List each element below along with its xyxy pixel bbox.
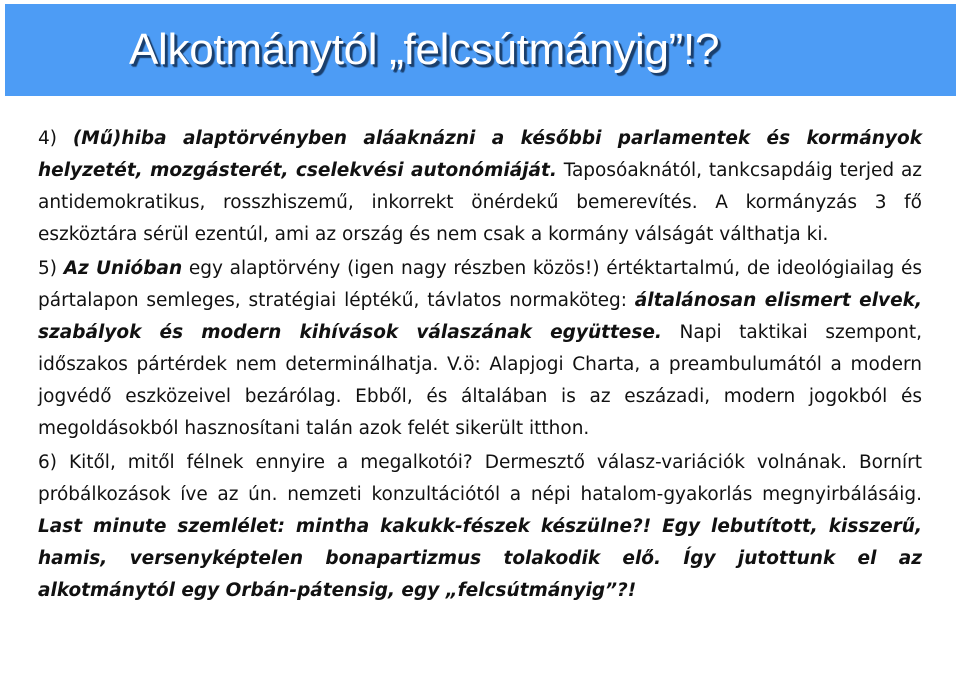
paragraph-4-text: Taposóaknától, tankcsapdáig terjed az antidemokratikus, rosszhiszemű, inkorrekt önérdekű bemerevítés. A kormányzás 3 fő eszköztára sérül ezentúl, ami az ország és nem csak a kormány válságát válthatja ki. xyxy=(38,160,922,245)
paragraph-4 xyxy=(38,123,922,251)
paragraph-5-number: 5) xyxy=(38,258,64,279)
paragraph-5-text-middle: egy alaptörvény (igen nagy részben közös!) értéktartalmú, de ideológiailag és pártalapon semleges, stratégiai léptékű, távlatos normaköteg: xyxy=(38,258,922,311)
paragraph-4-number: 4) xyxy=(38,128,73,149)
paragraph-5-text-rest: Napi taktikai szempont, időszakos pártérdek nem determinálhatja. V.ö: Alapjogi Charta, a preambulumától a modern jogvédő eszközeivel bezárólag. Ebből, és általában is az eszázadi, modern jogokból és megoldásokból hasznosítani talán azok felét sikerült itthon. xyxy=(38,322,923,439)
paragraph-5-emphasis-principles: általánosan elismert elvek, szabályok és modern kihívások válaszának együttese. xyxy=(38,290,922,343)
paragraph-4-emphasis: (Mű)hiba alaptörvényben aláaknázni a későbbi parlamentek és kormányok helyzetét, mozgásterét, cselekvési autonómiáját. xyxy=(38,128,922,181)
slide-body xyxy=(38,123,922,607)
paragraph-5 xyxy=(38,253,922,445)
paragraph-6-text: 6) Kitől, mitől félnek ennyire a megalkotói? Dermesztő válasz-variációk volnának. Bornírt próbálkozások íve az ún. nemzeti konzultációtól a népi hatalom-gyakorlás megnyirbálásáig. xyxy=(38,452,922,505)
title-bar xyxy=(5,4,956,96)
paragraph-5-emphasis-union: Az Unióban xyxy=(63,258,183,279)
paragraph-6-emphasis: Last minute szemlélet: mintha kakukk-fészek készülne?! Egy lebutított, kisszerű, hamis, versenyképtelen bonapartizmus tolakodik elő. Így jutottunk el az alkotmánytól egy Orbán-pátensig, egy „felcsútmányig”?! xyxy=(38,516,922,601)
slide-title: Alkotmánytól „felcsútmányig”!? xyxy=(129,25,720,74)
paragraph-6 xyxy=(38,447,922,607)
